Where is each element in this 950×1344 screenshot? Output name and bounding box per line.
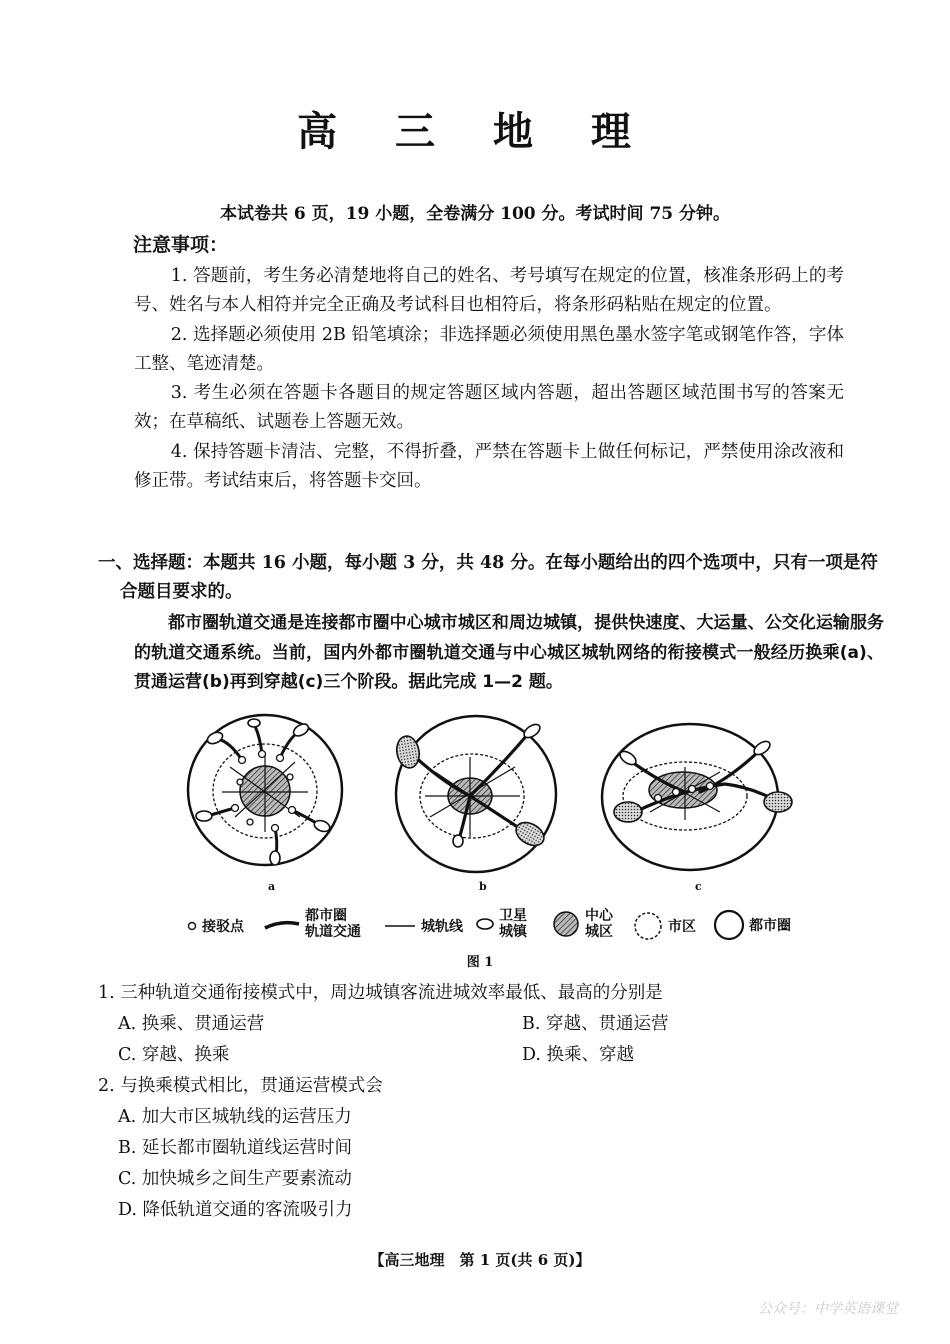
diagram-a-label: a (268, 880, 276, 893)
reading-passage (134, 609, 884, 698)
satellite-town-icon (474, 916, 496, 932)
legend-city-rail (383, 916, 463, 936)
question-1-option-c[interactable]: C. 穿越、换乘 (118, 1045, 230, 1065)
question-2-stem: 2. 与换乘模式相比，贯通运营模式会 (98, 1076, 383, 1096)
legend-label: 轨道交通 (305, 924, 361, 940)
notice-item: 3. 考生必须在答题卡各题目的规定答题区域内答题，超出答题区域范围书写的答案无效；在草稿纸、试题卷上答题无效。 (134, 383, 844, 433)
legend-label: 城区 (585, 924, 613, 940)
legend-label: 卫星 (499, 908, 527, 924)
legend-satellite-town (474, 908, 527, 940)
figure-caption: 图 1 (466, 955, 494, 970)
city-rail-icon (383, 921, 417, 931)
diagram-c-crossing (602, 724, 792, 870)
page-footer: 【高三地理 第 1 页(共 6 页)】 (369, 1251, 591, 1269)
diagram-b-through-operation (394, 716, 556, 872)
legend-center-district (551, 908, 613, 940)
legend-metro-circle (712, 908, 791, 942)
legend-label: 接驳点 (202, 919, 244, 935)
question-1-stem: 1. 三种轨道交通衔接模式中，周边城镇客流进城效率最低、最高的分别是 (98, 983, 663, 1003)
diagram-c-label: c (695, 880, 702, 893)
legend-metro-rail (262, 908, 361, 940)
center-district-icon (551, 909, 581, 939)
exam-intro: 本试卷共 6 页，19 小题，全卷满分 100 分。考试时间 75 分钟。 (219, 204, 731, 224)
watermark: 公众号：中学英语课堂 (758, 1301, 898, 1317)
question-2-option-d[interactable]: D. 降低轨道交通的客流吸引力 (118, 1200, 353, 1220)
section-heading (98, 549, 888, 607)
section-heading-line1: 一、选择题：本题共 16 小题，每小题 3 分，共 48 分。在每小题给出的四个选项中，只有一项是符 (98, 553, 878, 573)
notice-list (134, 262, 844, 496)
notice-item: 1. 答题前，考生务必清楚地将自己的姓名、考号填写在规定的位置，核准条形码上的考号、姓名与本人相符并完全正确及考试科目也相符后，将条形码粘贴在规定的位置。 (134, 266, 844, 316)
metro-circle-icon (712, 908, 746, 942)
question-2-option-a[interactable]: A. 加大市区城轨线的运营压力 (118, 1107, 352, 1127)
notice-item: 4. 保持答题卡清洁、完整，不得折叠，严禁在答题卡上做任何标记，严禁使用涂改液和修正带。考试结束后，将答题卡交回。 (134, 441, 844, 492)
passage-text: 都市圈轨道交通是连接都市圈中心城市城区和周边城镇，提供快速度、大运量、公交化运输服务的轨道交通系统。当前，国内外都市圈轨道交通与中心城区城轨网络的衔接模式一般经历换乘(a)、贯通运营(b)再到穿越(c)三个阶段。据此完成 1—2 题。 (134, 613, 884, 692)
legend-urban-area (632, 910, 696, 942)
legend-label: 都市圈 (305, 908, 347, 924)
legend-junction (186, 916, 244, 936)
page-title: 高 三 地 理 (297, 108, 653, 155)
notice-heading: 注意事项： (133, 234, 229, 256)
section-heading-line2: 合题目要求的。 (120, 582, 243, 602)
legend-label: 城镇 (499, 924, 527, 940)
question-1-option-d[interactable]: D. 换乘、穿越 (522, 1045, 635, 1065)
question-2-option-c[interactable]: C. 加快城乡之间生产要素流动 (118, 1169, 352, 1189)
legend-label: 中心 (585, 908, 613, 924)
question-2-option-b[interactable]: B. 延长都市圈轨道线运营时间 (118, 1138, 352, 1158)
notice-item: 2. 选择题必须使用 2B 铅笔填涂；非选择题必须使用黑色墨水签字笔或钢笔作答，字体工整、笔迹清楚。 (134, 324, 844, 374)
question-1-option-b[interactable]: B. 穿越、贯通运营 (522, 1014, 669, 1034)
legend-label: 都市圈 (749, 918, 791, 934)
urban-area-icon (632, 910, 664, 942)
diagram-b-label: b (479, 880, 487, 893)
diagram-a-transfer (188, 715, 342, 865)
figure-legend (186, 906, 806, 946)
legend-label: 市区 (668, 919, 696, 935)
junction-icon (186, 920, 198, 932)
legend-label: 城轨线 (421, 919, 463, 935)
metro-rail-icon (262, 914, 302, 934)
question-1-option-a[interactable]: A. 换乘、贯通运营 (118, 1014, 265, 1034)
